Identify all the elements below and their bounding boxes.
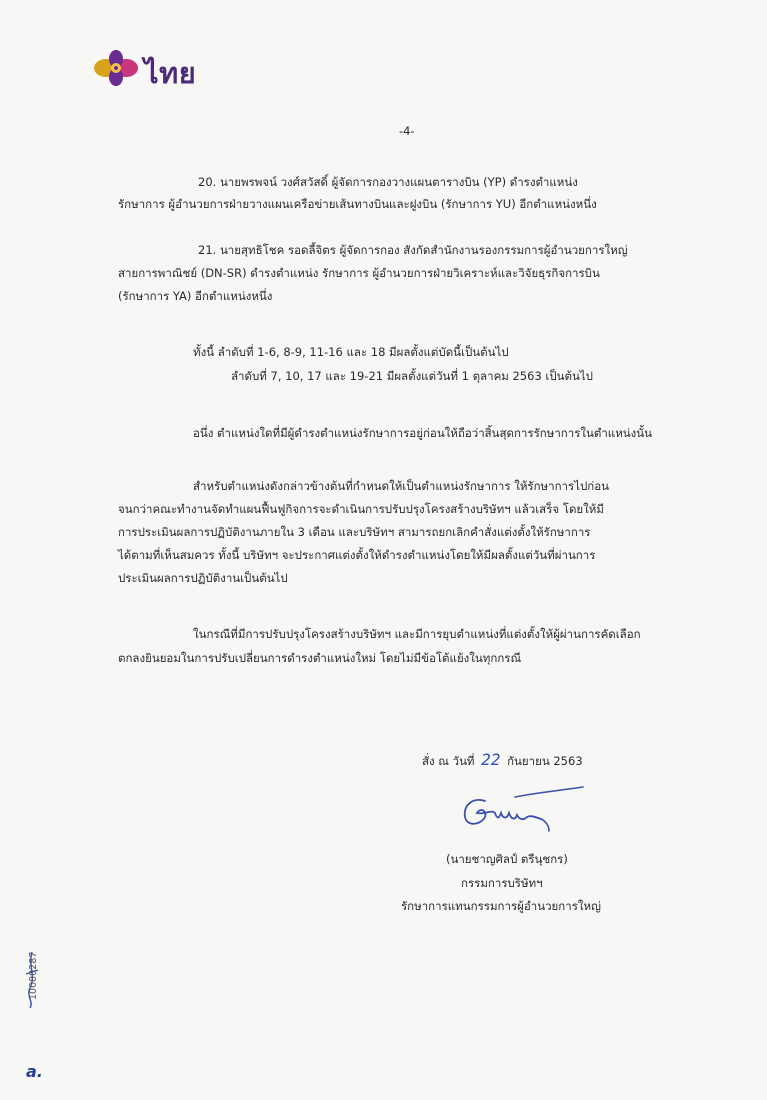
item21-line3: (รักษาการ YA) อีกตำแหน่งหนึ่ง [118,289,273,303]
note-paragraph: อนึ่ง ตำแหน่งใดที่มีผู้ดำรงตำแหน่งรักษาการอยู่ก่อนให้ถือว่าสิ้นสุดการรักษาการในตำแหน่งนั้น [193,426,652,440]
signatory-title-2: รักษาการแทนกรรมการผู้อำนวยการใหญ่ [401,899,601,913]
para2-line4: ได้ตามที่เห็นสมควร ทั้งนี้ บริษัทฯ จะประกาศแต่งตั้งให้ดำรงตำแหน่งโดยให้มีผลตั้งแต่วันที่ผ่านการ [118,548,596,562]
para3-line1: ในกรณีที่มีการปรับปรุงโครงสร้างบริษัทฯ และมีการยุบตำแหน่งที่แต่งตั้งให้ผู้ผ่านการคัดเลือก [193,627,641,641]
handwritten-signature [455,783,595,839]
document-code: 10000287 [28,951,39,1000]
margin-handwritten-mark: a. [26,1062,43,1081]
para2-line2: จนกว่าคณะทำงานจัดทำแผนฟื้นฟูกิจการจะดำเนินการปรับปรุงโครงสร้างบริษัทฯ แล้วเสร็จ โดยให้มี [118,502,604,516]
page-number: -4- [399,124,415,138]
item20-line1: 20. นายพรพจน์ วงศ์สวัสดิ์ ผู้จัดการกองวางแผนตารางบิน (YP) ดำรงตำแหน่ง [198,175,578,189]
order-date-day: 22 [481,750,501,769]
order-date [422,750,583,771]
item21-line2: สายการพาณิชย์ (DN-SR) ดำรงตำแหน่ง รักษาการ ผู้อำนวยการฝ่ายวิเคราะห์และวิจัยธุรกิจการบิน [118,266,600,280]
logo-wordmark: ไทย [144,56,197,90]
effective-line1: ทั้งนี้ ลำดับที่ 1-6, 8-9, 11-16 และ 18 มีผลตั้งแต่บัดนี้เป็นต้นไป [193,345,509,359]
signatory-name: (นายชาญศิลป์ ตรีนุชกร) [446,852,568,866]
para2-line1: สำหรับตำแหน่งดังกล่าวข้างต้นที่กำหนดให้เป็นตำแหน่งรักษาการ ให้รักษาการไปก่อน [193,479,610,493]
para2-line5: ประเมินผลการปฏิบัติงานเป็นต้นไป [118,571,288,585]
orchid-icon [92,48,142,88]
order-date-suffix: กันยายน 2563 [507,754,583,768]
item21-line1: 21. นายสุทธิโชค รอดลี้จิตร ผู้จัดการกอง สังกัดสำนักงานรองกรรมการผู้อำนวยการใหญ่ [198,243,628,257]
signatory-title-1: กรรมการบริษัทฯ [461,876,543,890]
para2-line3: การประเมินผลการปฏิบัติงานภายใน 3 เดือน และบริษัทฯ สามารถยกเลิกคำสั่งแต่งตั้งให้รักษาการ [118,525,591,539]
effective-line2: ลำดับที่ 7, 10, 17 และ 19-21 มีผลตั้งแต่วันที่ 1 ตุลาคม 2563 เป็นต้นไป [231,369,593,383]
para3-line2: ตกลงยินยอมในการปรับเปลี่ยนการดำรงตำแหน่งใหม่ โดยไม่มีข้อโต้แย้งในทุกกรณี [118,651,522,665]
item20-line2: รักษาการ ผู้อำนวยการฝ่ายวางแผนเครือข่ายเส้นทางบินและฝูงบิน (รักษาการ YU) อีกตำแหน่งหนึ่ง [118,197,597,211]
thai-airways-logo [92,48,232,88]
order-date-prefix: สั่ง ณ วันที่ [422,754,475,768]
